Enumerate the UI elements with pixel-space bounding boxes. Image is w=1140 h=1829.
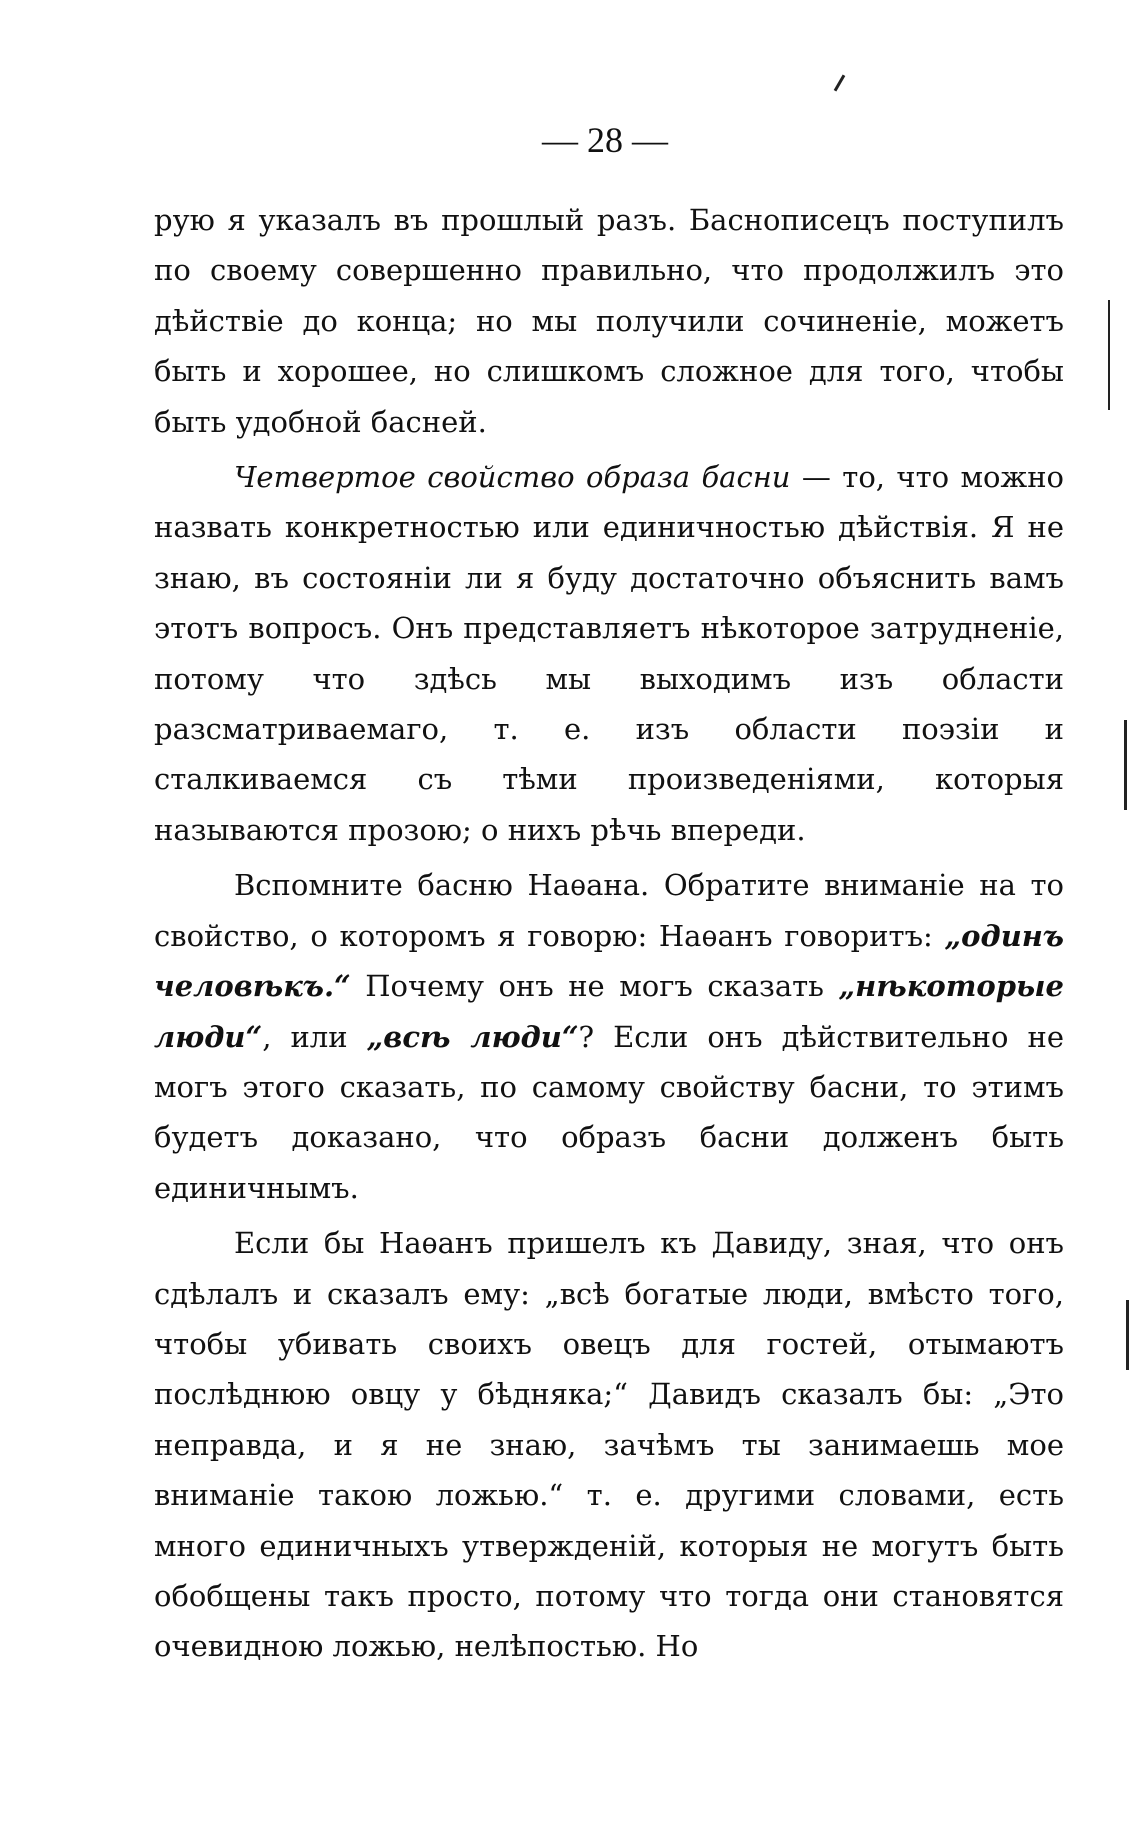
- body-text: [154, 195, 1064, 1672]
- page-number: — 28 —: [542, 120, 668, 160]
- paragraph-4-text: Если бы Наѳанъ пришелъ къ Давиду, зная, что онъ сдѣлалъ и сказалъ ему: „всѣ богатые люди, вмѣсто того, чтобы убивать своихъ овецъ для гостей, отымаютъ послѣднюю овцу у бѣдняка;“ Давидъ сказалъ бы: „Это неправда, и я не знаю, зачѣмъ ты занимаешь мое вниманіе такою ложью.“ т. е. другими словами, есть много единичныхъ утвержденій, которыя не могутъ быть обобщены такъ просто, потому что тогда они становятся очевидною ложью, нелѣпостью. Но: [154, 1226, 1064, 1664]
- paragraph-3-text-b: Почему онъ не могъ сказать: [350, 969, 839, 1004]
- paragraph-3: [154, 860, 1064, 1213]
- quote-all-people: „всѣ люди“: [366, 1019, 579, 1054]
- quote-one-man: „одинъ человѣкъ.“: [154, 918, 1064, 1004]
- paragraph-2-text: — то, что можно назвать конкретностью или единичностью дѣйствія. Я не знаю, въ состояніи ли я буду достаточно объяснить вамъ этотъ вопросъ. Онъ представляетъ нѣкоторое затрудненіе, потому что здѣсь мы выходимъ изъ области разсматриваемаго, т. е. изъ области поэзіи и сталкиваемся съ тѣми произведеніями, которыя называются прозою; о нихъ рѣчь впереди.: [154, 460, 1064, 847]
- paragraph-1: [154, 195, 1064, 447]
- paragraph-1-text: рую я указалъ въ прошлый разъ. Баснописецъ поступилъ по своему совершенно правильно, что продолжилъ это дѣйствіе до конца; но мы получили сочиненіе, можетъ быть и хорошее, но слишкомъ сложное для того, чтобы быть удобной басней.: [154, 203, 1064, 439]
- paragraph-4: [154, 1218, 1064, 1672]
- paragraph-3-text-a: Вспомните басню Наѳана. Обратите вниманіе на то свойство, о которомъ я говорю: Наѳанъ говоритъ:: [154, 868, 1064, 953]
- margin-line: [1124, 720, 1127, 810]
- paragraph-3-text-c: , или: [262, 1019, 367, 1054]
- margin-line: [1126, 1300, 1129, 1370]
- paragraph-2: [154, 452, 1064, 855]
- fourth-property-heading: Четвертое свойство образа басни: [234, 460, 791, 495]
- quote-some-people: „нѣкоторые люди“: [154, 969, 1064, 1054]
- margin-line: [1108, 300, 1110, 410]
- paragraph-3-text-d: ? Если онъ дѣйствительно не могъ этого сказать, по самому свойству басни, то этимъ будетъ доказано, что образъ басни долженъ быть единичнымъ.: [154, 1019, 1064, 1205]
- pencil-tick-mark: [834, 74, 846, 91]
